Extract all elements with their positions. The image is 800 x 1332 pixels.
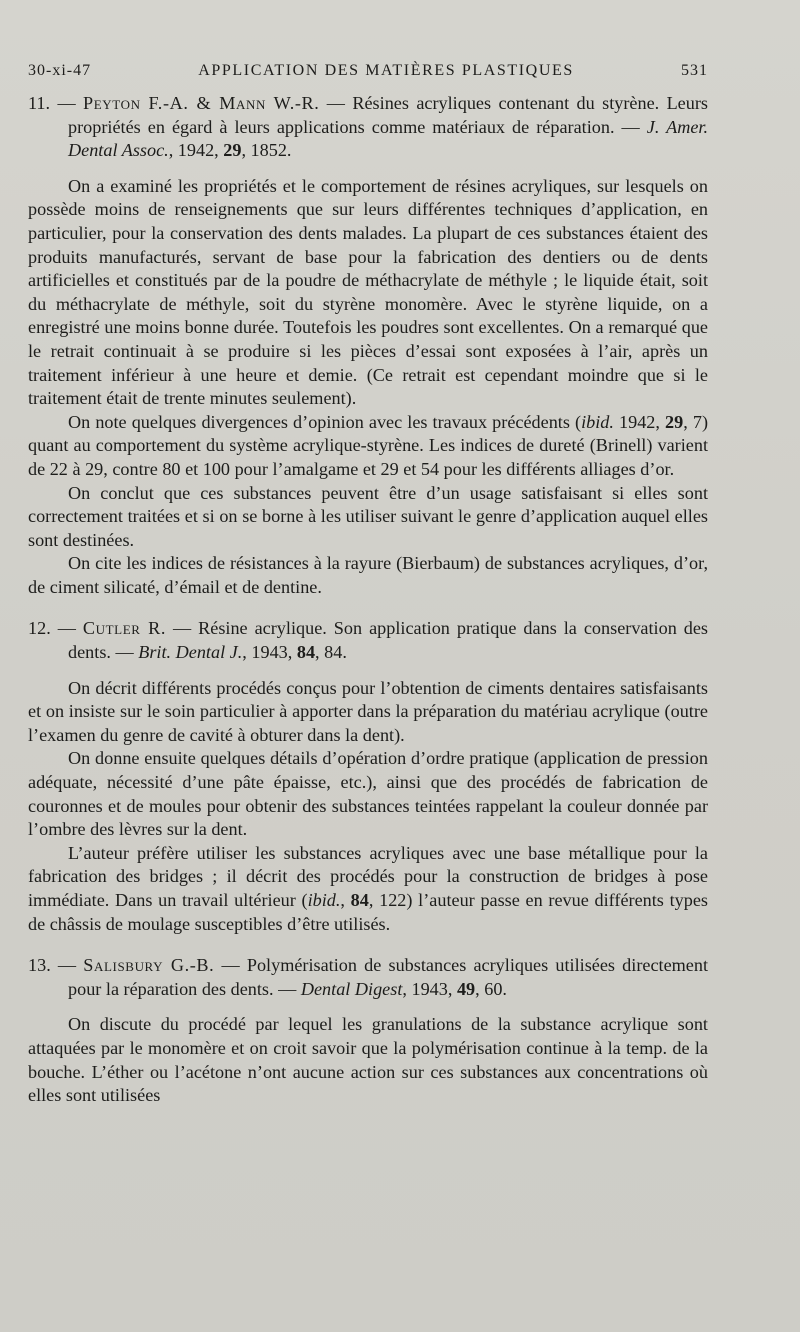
entry-journal: Dental Digest	[300, 978, 403, 999]
entry-volume: 84	[296, 642, 316, 663]
abstract-paragraph: L’auteur préfère utiliser les substances acryliques avec une base métallique pour la fabrication des bridges ; il décrit des procédés pour la construction de bridges à pose immédiate. Dans un travail ultérieur (ibid., 84, 122) l’auteur passe en revue différents types de châssis de moulage susceptibles d’être utilisés.	[28, 842, 708, 934]
entry-title: — Résines acryliques contenant du styrène. Leurs propriétés en égard à leurs applications comme matériaux de réparation. —	[68, 93, 708, 137]
entry-authors: Salisbury G.-B.	[83, 955, 215, 976]
entry-pages: , 84.	[315, 642, 347, 663]
abstract-paragraph: On note quelques divergences d’opinion avec les travaux précédents (ibid. 1942, 29, 7) quant au comportement du système acrylique-styrène. Les indices de dureté (Brinell) varient de 22 à 29, contre 80 et 100 pour l’amalgame et 29 et 54 pour les différents alliages d’or.	[28, 411, 709, 479]
entry-authors: Peyton F.-A. & Mann W.-R.	[83, 93, 320, 113]
entry-authors: Cutler R.	[82, 618, 166, 639]
entry-title: — Résine acrylique. Son application pratique dans la conservation des dents. —	[68, 618, 709, 663]
entry-pages: , 60.	[475, 978, 507, 999]
reference-entry-13	[28, 954, 708, 1001]
running-header	[28, 62, 708, 88]
entry-volume: 29	[223, 140, 242, 161]
abstract-paragraph: On décrit différents procédés conçus pour l’obtention de ciments dentaires satisfaisants et on insiste sur le soin particulier à apporter dans la préparation du matériau acrylique (outre l’examen du genre de cavité à obturer dans la dent).	[28, 677, 708, 745]
entry-journal: J. Amer. Dental Assoc.	[68, 116, 709, 161]
entry-number: 12. —	[28, 618, 76, 639]
entry-journal: Brit. Dental J.	[138, 642, 243, 663]
header-date: 30-xi-47	[28, 62, 92, 79]
abstract-paragraph: On a examiné les propriétés et le comportement de résines acryliques, sur lesquels on possède moins de renseignements que sur leurs différentes techniques d’application, en particulier, pour la conservation des dents malades. La plupart de ces substances étaient des produits manufacturés, servant de base pour la fabrication des dentiers ou de dents artificielles et constitués par de la poudre de méthacrylate de méthyle ; le liquide était, soit du méthacrylate de méthyle, soit du styrène monomère. Avec le styrène liquide, on a enregistré une moins bonne durée. Toutefois les poudres sont excellentes. On a remarqué que le retrait continuait à se produire si les pièces d’essai sont exposées à l’air, après un traitement inférieur à une heure et demie. (Ce retrait est cependant moindre que si le traitement était de trente minutes seulement).	[28, 175, 708, 409]
entry-year: , 1942,	[168, 140, 219, 161]
entry-year: , 1943,	[242, 642, 293, 663]
page-number: 531	[681, 62, 708, 79]
header-title: APPLICATION DES MATIÈRES PLASTIQUES	[198, 62, 574, 79]
entry-number: 11. —	[28, 93, 76, 113]
entry-title: — Polymérisation de substances acryliques utilisées directement pour la réparation des dents. —	[68, 955, 709, 999]
entry-year: , 1943,	[402, 978, 453, 999]
abstract-paragraph: On cite les indices de résistances à la rayure (Bierbaum) de substances acryliques, d’or, de ciment silicaté, d’émail et de dentine.	[28, 553, 708, 597]
abstract-paragraph: On conclut que ces substances peuvent être d’un usage satisfaisant si elles sont correctement traitées et si on se borne à les utiliser suivant le genre d’application auquel elles sont destinées.	[28, 482, 708, 550]
entry-pages: , 1852.	[241, 140, 292, 161]
entry-volume: 49	[456, 978, 476, 999]
abstract-paragraph: On discute du procédé par lequel les granulations de la substance acrylique sont attaquées par le monomère et on croit savoir que la polymérisation continue à la temp. de la bouche. L’éther ou l’acétone n’ont aucune action sur ces substances aux concentrations où elles sont utilisées	[28, 1014, 708, 1106]
abstract-paragraph: On donne ensuite quelques détails d’opération d’ordre pratique (application de pression adéquate, nécessité d’une pâte épaisse, etc.), ainsi que des procédés de fabrication de couronnes et de moules pour obtenir des substances teintées rappelant la couleur donnée par l’ombre des lèvres sur la dent.	[28, 748, 708, 840]
entry-number: 13. —	[28, 955, 77, 976]
reference-entry-12	[28, 617, 708, 664]
reference-entry-11	[28, 92, 708, 163]
